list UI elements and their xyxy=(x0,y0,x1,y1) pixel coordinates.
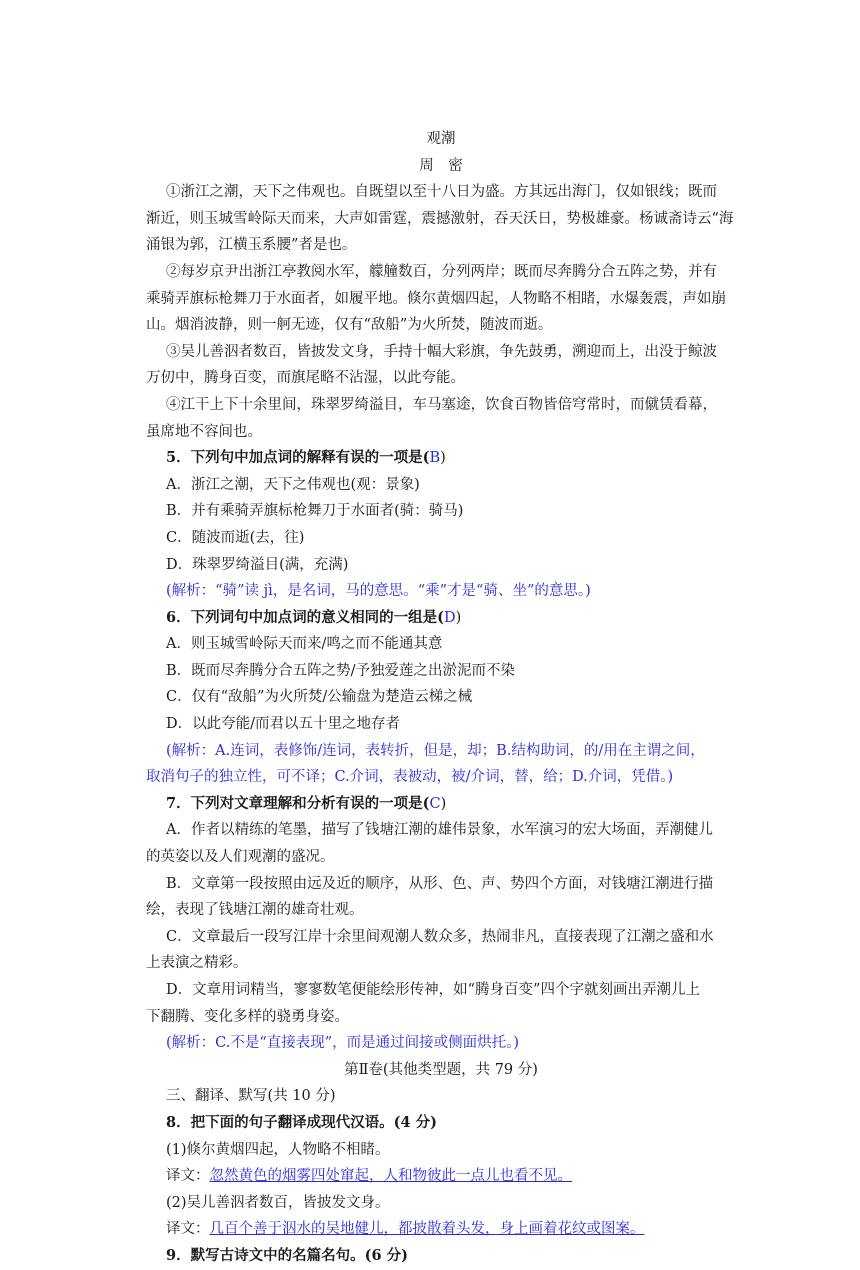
option: C．仅有“敌船”为火所焚/公输盘为楚造云梯之械 xyxy=(166,689,473,706)
passage-line: 万仞中，腾身百变，而旗尾略不沾湿，以此夸能。 xyxy=(146,370,465,387)
passage-line: 虽席地不容间也。 xyxy=(146,423,262,440)
answer-letter: C xyxy=(429,795,441,812)
passage-line: ③吴儿善泅者数百，皆披发文身，手持十幅大彩旗，争先鼓勇，溯迎而上，出没于鲸波 xyxy=(166,343,717,360)
option: C．文章最后一段写江岸十余里间观潮人数众多，热闹非凡，直接表现了江潮之盛和水 xyxy=(166,928,714,945)
question-stem xyxy=(146,791,736,818)
answer-letter: B xyxy=(429,450,441,467)
passage-line: ②每岁京尹出浙江亭教阅水军，艨艟数百，分列两岸；既而尽奔腾分合五阵之势，并有 xyxy=(166,263,717,280)
passage-line: ④江干上下十余里间，珠翠罗绮溢目，车马塞途，饮食百物皆倍穹常时，而僦赁看幕， xyxy=(166,396,717,413)
option: A．浙江之潮，天下之伟观也(观：景象) xyxy=(166,476,420,493)
passage-body xyxy=(146,179,736,445)
option: 的英姿以及人们观潮的盛况。 xyxy=(146,849,335,866)
option: D．文章用词精当，寥寥数笔便能绘形传神，如“腾身百变”四个字就刻画出弄潮儿上 xyxy=(166,982,700,998)
option: B．并有乘骑弄旗标枪舞刀于水面者(骑：骑马) xyxy=(166,503,464,520)
stem-close: ) xyxy=(455,609,462,626)
passage-line: 渐近，则玉城雪岭际天而来，大声如雷霆，震撼激射，吞天沃日，势极雄豪。杨诚斋诗云“海 xyxy=(146,210,734,227)
passage-line: 乘骑弄旗标枪舞刀于水面者，如履平地。倏尔黄烟四起，人物略不相睹，水爆轰震，声如崩 xyxy=(146,290,726,307)
stem-close: ) xyxy=(440,795,447,812)
sentence-1: (1)倏尔黄烟四起，人物略不相睹。 xyxy=(166,1141,390,1158)
question-stem-text: 7．下列对文章理解和分析有误的一项是( xyxy=(166,794,430,812)
option: D．以此夸能/而君以五十里之地存者 xyxy=(166,716,401,733)
sentence-2: (2)吴儿善泅者数百，皆披发文身。 xyxy=(166,1194,390,1211)
analysis: 取消句子的独立性，可不译；C.介词，表被动，被/介词，替，给；D.介词，凭借。) xyxy=(146,769,674,786)
passage-title: 观潮 xyxy=(426,131,456,147)
question-stem: 9．默写古诗文中的名篇名句。(6 分) xyxy=(166,1246,408,1264)
option: C．随波而逝(去，往) xyxy=(166,529,305,546)
question-stem xyxy=(146,445,736,472)
passage-line: ①浙江之潮，天下之伟观也。自既望以至十八日为盛。方其远出海门，仅如银线；既而 xyxy=(166,184,717,201)
answer-letter: D xyxy=(443,609,456,626)
analysis: (解析：A.连词，表修饰/连词，表转折，但是，却；B.结构助词，的/用在主谓之间， xyxy=(166,742,705,759)
analysis: (解析：“骑”读 jì，是名词，马的意思。“乘”才是“骑、坐”的意思。) xyxy=(166,583,591,600)
analysis: (解析：C.不是“直接表现”，而是通过间接或侧面烘托。) xyxy=(166,1035,520,1052)
part-heading: 三、翻译、默写(共 10 分) xyxy=(166,1088,336,1105)
translation-2 xyxy=(146,1216,736,1243)
question-6 xyxy=(146,605,736,791)
translation-label: 译文： xyxy=(166,1168,210,1185)
option: B．文章第一段按照由远及近的顺序，从形、色、声、势四个方面，对钱塘江潮进行描 xyxy=(166,875,714,892)
translation-answer: 忽然黄色的烟雾四处窜起，人和物彼此一点儿也看不见。 xyxy=(209,1168,572,1185)
question-5 xyxy=(146,445,736,605)
passage-author: 周 密 xyxy=(419,157,463,174)
option: A．作者以精练的笔墨，描写了钱塘江潮的雄伟景象，水军演习的宏大场面，弄潮健儿 xyxy=(166,822,713,839)
option: 上表演之精彩。 xyxy=(146,955,248,972)
document-page xyxy=(146,126,736,1270)
passage-line: 山。烟消波静，则一舸无迹，仅有“敌船”为火所焚，随波而逝。 xyxy=(146,317,553,334)
question-stem-text: 5．下列句中加点词的解释有误的一项是( xyxy=(166,449,430,467)
question-7 xyxy=(146,791,736,1057)
stem-close: ) xyxy=(440,450,446,467)
question-stem: 8．把下面的句子翻译成现代汉语。(4 分) xyxy=(166,1113,437,1131)
option: 绘，表现了钱塘江潮的雄奇壮观。 xyxy=(146,902,364,919)
question-stem-text: 6．下列词句中加点词的意义相同的一组是( xyxy=(166,608,444,626)
option: A．则玉城雪岭际天而来/鸣之而不能通其意 xyxy=(166,636,443,653)
translation-answer: 几百个善于泅水的吴地健儿，都披散着头发，身上画着花纹或图案。 xyxy=(209,1221,645,1238)
option: B．既而尽奔腾分合五阵之势/予独爱莲之出淤泥而不染 xyxy=(166,662,516,679)
question-stem xyxy=(146,605,736,632)
question-9 xyxy=(146,1243,736,1270)
translation-label: 译文： xyxy=(166,1221,210,1238)
passage-line: 涌银为郭，江横玉系腰”者是也。 xyxy=(146,237,357,254)
option: D．珠翠罗绮溢目(满，充满) xyxy=(166,556,349,573)
translation-1 xyxy=(146,1163,736,1190)
question-8 xyxy=(146,1110,736,1243)
option: 下翻腾、变化多样的骁勇身姿。 xyxy=(146,1008,349,1025)
section-heading: 第Ⅱ卷(其他类型题，共 79 分) xyxy=(344,1061,538,1078)
